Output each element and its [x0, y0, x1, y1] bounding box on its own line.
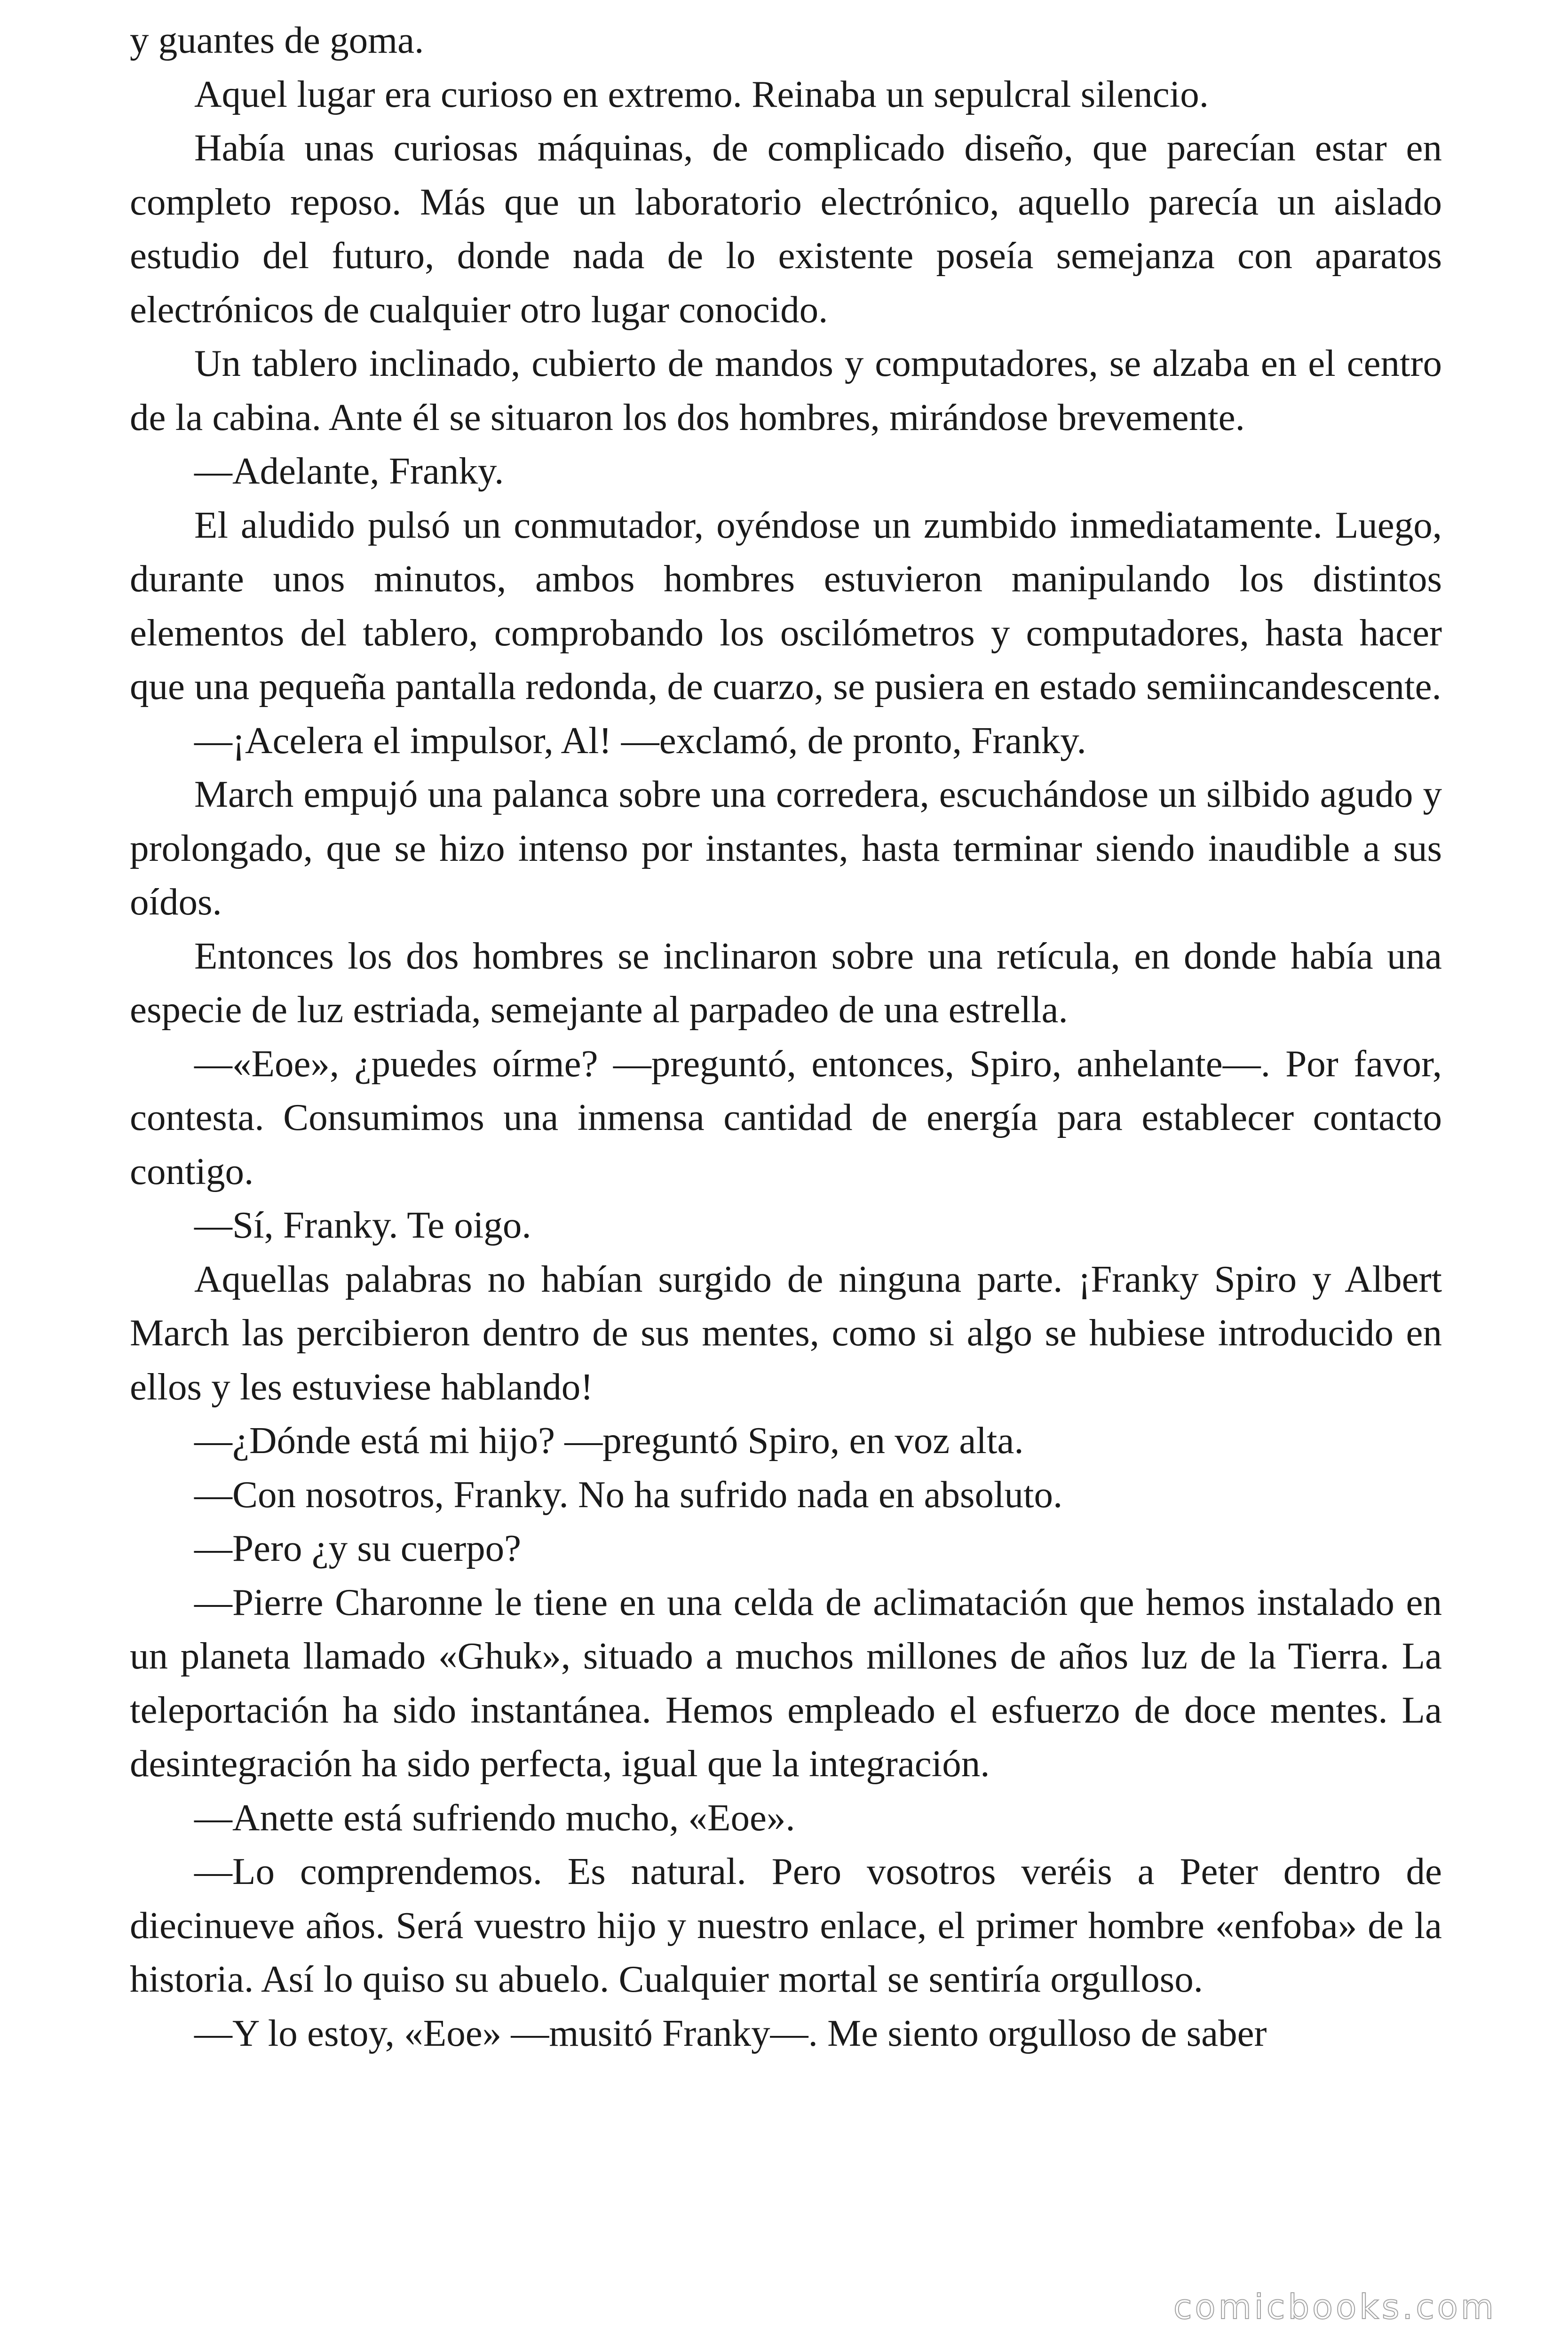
paragraph: —¿Dónde está mi hijo? —preguntó Spiro, en voz alta.	[194, 1419, 1024, 1462]
paragraph: —Anette está sufriendo mucho, «Eoe».	[194, 1796, 795, 1839]
paragraph: March empujó una palanca sobre una corredera, escuchándose un silbido agudo y prolongado, que se hizo intenso por instantes, hasta terminar siendo inaudible a sus oídos.	[130, 773, 1442, 923]
watermark-logo: comicbooks.com	[1173, 2287, 1497, 2327]
paragraph: Aquellas palabras no habían surgido de ninguna parte. ¡Franky Spiro y Albert March las percibieron dentro de sus mentes, como si algo se hubiese introducido en ellos y les estuviese hablando!	[130, 1257, 1442, 1408]
paragraph: y guantes de goma.	[130, 19, 424, 61]
paragraph: —Pero ¿y su cuerpo?	[194, 1527, 522, 1569]
paragraph: —Adelante, Franky.	[194, 450, 504, 492]
paragraph: —Lo comprendemos. Es natural. Pero vosotros veréis a Peter dentro de diecinueve años. Será vuestro hijo y nuestro enlace, el primer hombre «enfoba» de la historia. Así lo quiso su abuelo. Cualquier mortal se sentiría orgulloso.	[130, 1850, 1442, 2000]
paragraph: —Sí, Franky. Te oigo.	[194, 1204, 531, 1246]
paragraph: Aquel lugar era curioso en extremo. Reinaba un sepulcral silencio.	[194, 72, 1209, 115]
paragraph: Había unas curiosas máquinas, de complicado diseño, que parecían estar en completo reposo. Más que un laboratorio electrónico, aquello parecía un aislado estudio del futuro, donde nada de lo existente poseía semejanza con aparatos electrónicos de cualquier otro lugar conocido.	[130, 127, 1442, 331]
paragraph: —Con nosotros, Franky. No ha sufrido nada en absoluto.	[194, 1473, 1063, 1516]
book-page-text	[130, 13, 1442, 2060]
paragraph: —Pierre Charonne le tiene en una celda de aclimatación que hemos instalado en un planeta llamado «Ghuk», situado a muchos millones de años luz de la Tierra. La teleportación ha sido instantánea. Hemos empleado el esfuerzo de doce mentes. La desintegración ha sido perfecta, igual que la integración.	[130, 1581, 1442, 1785]
paragraph: —«Eoe», ¿puedes oírme? —preguntó, entonces, Spiro, anhelante—. Por favor, contesta. Consumimos una inmensa cantidad de energía para establecer contacto contigo.	[130, 1042, 1442, 1192]
paragraph: Entonces los dos hombres se inclinaron sobre una retícula, en donde había una especie de luz estriada, semejante al parpadeo de una estrella.	[130, 934, 1442, 1031]
paragraph: Un tablero inclinado, cubierto de mandos y computadores, se alzaba en el centro de la cabina. Ante él se situaron los dos hombres, mirándose brevemente.	[130, 342, 1442, 438]
paragraph: —¡Acelera el impulsor, Al! —exclamó, de pronto, Franky.	[194, 719, 1086, 762]
paragraph: —Y lo estoy, «Eoe» —musitó Franky—. Me siento orgulloso de saber	[194, 2011, 1267, 2054]
paragraph: El aludido pulsó un conmutador, oyéndose un zumbido inmediatamente. Luego, durante unos minutos, ambos hombres estuvieron manipulando los distintos elementos del tablero, comprobando los oscilómetros y computadores, hasta hacer que una pequeña pantalla redonda, de cuarzo, se pusiera en estado semiincandescente.	[130, 503, 1442, 707]
